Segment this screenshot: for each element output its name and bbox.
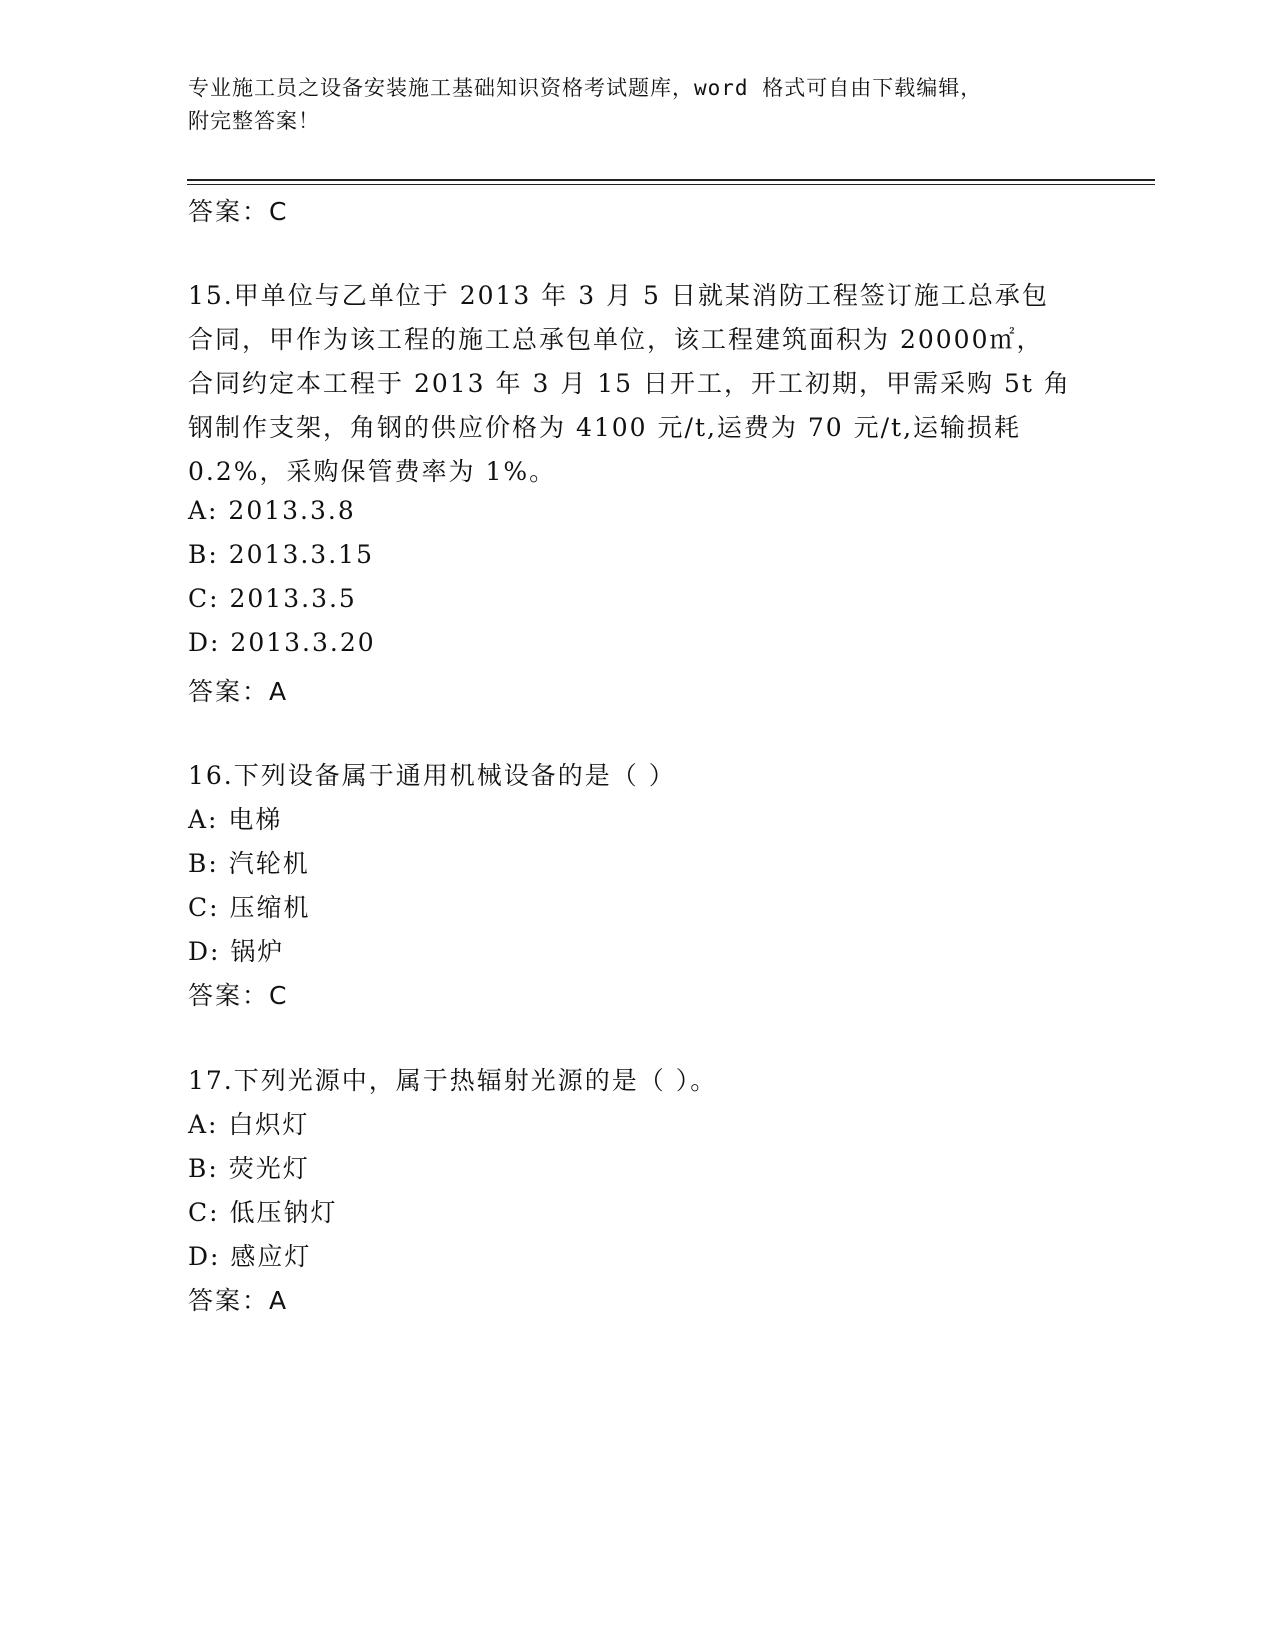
header-line-1: 专业施工员之设备安装施工基础知识资格考试题库，word 格式可自由下载编辑， (188, 76, 983, 100)
question-15-stem-line-2: 合同，甲作为该工程的施工总承包单位，该工程建筑面积为 20000㎡， (188, 325, 1044, 354)
question-17-option-d: D: 感应灯 (188, 1242, 312, 1271)
question-15-stem-line-1: 15.甲单位与乙单位于 2013 年 3 月 5 日就某消防工程签订施工总承包 (188, 281, 1049, 310)
question-17-option-b: B: 荧光灯 (188, 1154, 310, 1183)
header-divider-thin (187, 184, 1155, 185)
header-line-2: 附完整答案！ (188, 109, 320, 133)
question-17-stem: 17.下列光源中，属于热辐射光源的是（ ）。 (188, 1066, 718, 1095)
question-15-option-a: A: 2013.3.8 (188, 496, 356, 525)
question-16-option-b: B: 汽轮机 (188, 849, 310, 878)
header-divider-thick (187, 179, 1155, 181)
question-16-option-c: C: 压缩机 (188, 893, 311, 922)
question-16-option-a: A: 电梯 (188, 805, 283, 834)
previous-answer: 答案：C (188, 197, 289, 226)
question-16-stem: 16.下列设备属于通用机械设备的是（ ） (188, 761, 676, 790)
question-17-answer: 答案：A (188, 1286, 289, 1315)
question-15-option-b: B: 2013.3.15 (188, 540, 374, 569)
question-15-option-d: D: 2013.3.20 (188, 628, 376, 657)
question-17-option-a: A: 白炽灯 (188, 1110, 310, 1139)
question-16-answer: 答案：C (188, 981, 289, 1010)
question-15-option-c: C: 2013.3.5 (188, 584, 357, 613)
question-15-stem-line-4: 钢制作支架，角钢的供应价格为 4100 元/t,运费为 70 元/t,运输损耗 (188, 413, 1022, 442)
question-17-option-c: C: 低压钠灯 (188, 1198, 338, 1227)
question-16-option-d: D: 锅炉 (188, 937, 285, 966)
document-header (188, 72, 1088, 138)
question-15-stem-line-5: 0.2%，采购保管费率为 1%。 (188, 457, 557, 486)
question-15-stem-line-3: 合同约定本工程于 2013 年 3 月 15 日开工，开工初期，甲需采购 5t 角 (188, 369, 1071, 398)
question-15-answer: 答案：A (188, 677, 289, 706)
